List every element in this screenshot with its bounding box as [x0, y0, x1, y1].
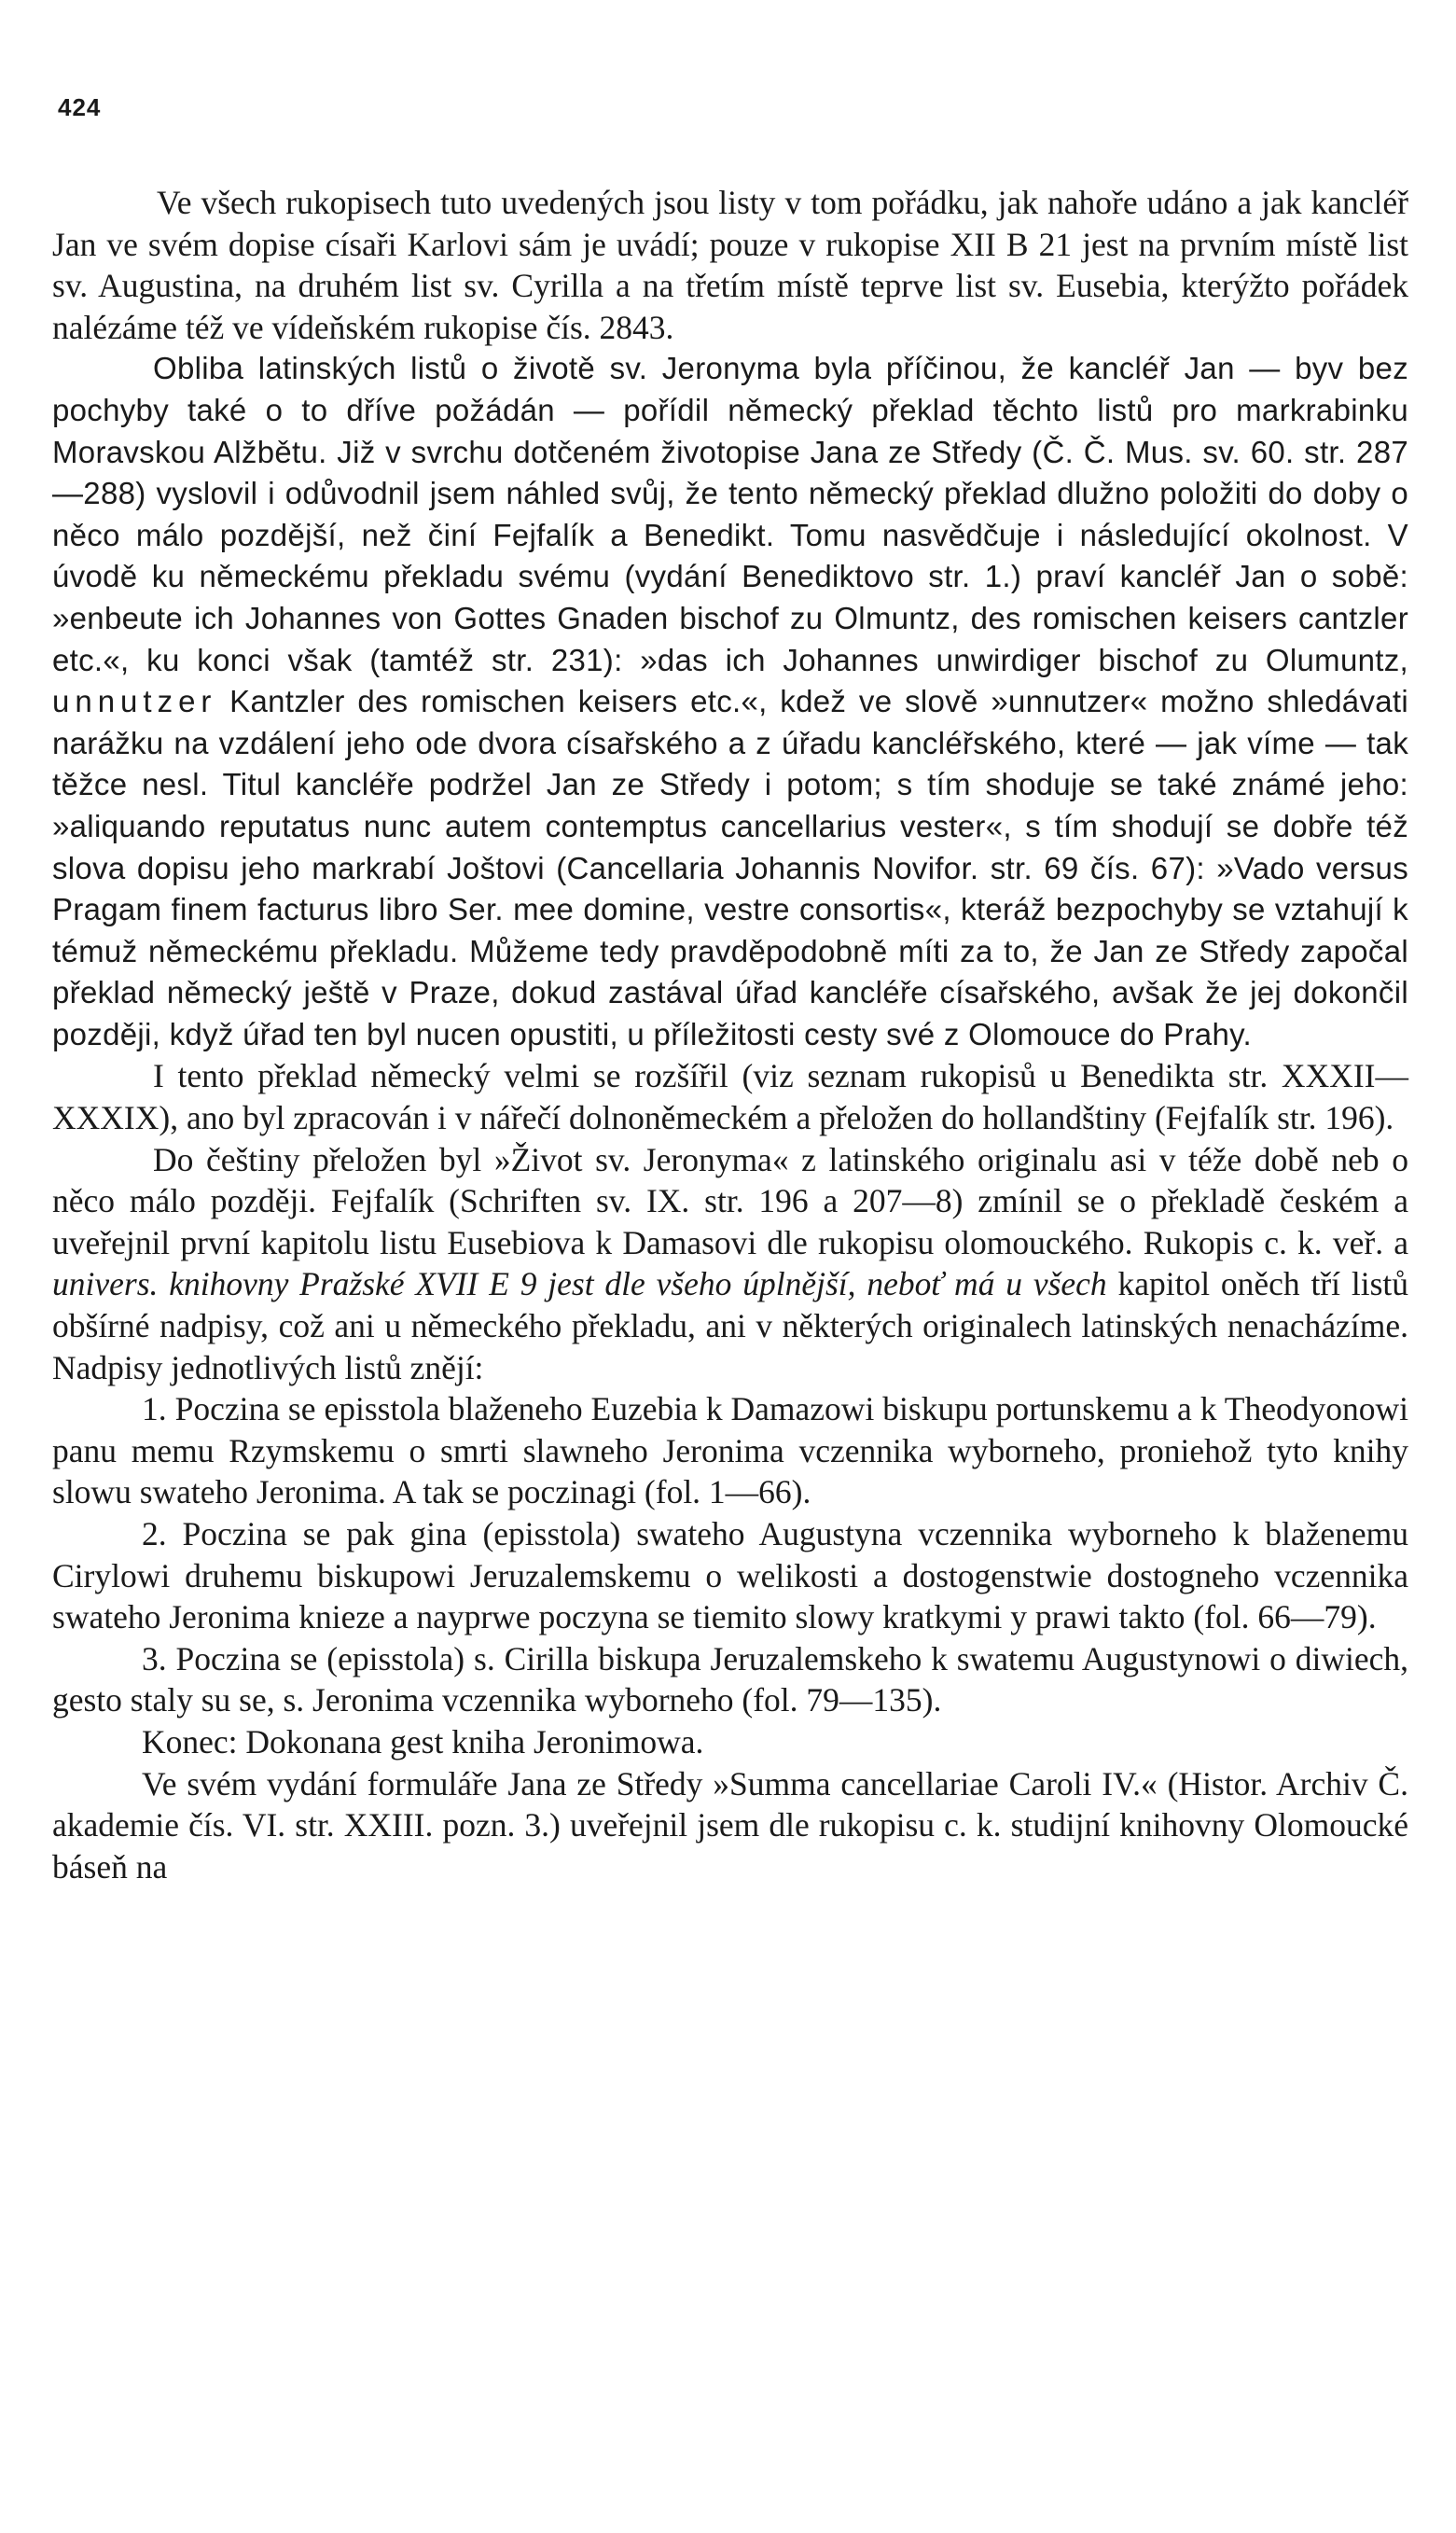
paragraph-german-translation-part-b: Kantzler des romischen keisers etc.«, kdež ve slově »unnutzer« možno shledávati narážku na vzdálení jeho ode dvora císařského a z úřadu kancléřského, které — jak víme — tak těžce nesl. Titul kancléře podržel Jan ze Středy i potom; s tím shoduje se také známé jeho: »aliquando reputatus nunc autem contemptus cancellarius vester«, s tím shodují se dobře též slova dopisu jeho markrabí Joštovi (Cancellaria Johannis Novifor. str. 69 čís. 67): »Vado versus Pragam finem facturus libro Ser. mee domine, vestre consortis«, kteráž bezpochyby se vztahují k témuž německému překladu. Můžeme tedy pravděpodobně míti za to, že Jan ze Středy započal překlad německý ještě v Praze, dokud zastával úřad kancléře císařského, avšak že jej dokončil později, když úřad ten byl nucen opustiti, u příležitosti cesty své z Olomouce do Prahy.: [52, 684, 1409, 1051]
paragraph-czech-translation: [52, 1139, 1408, 1389]
paragraph-manuscript-order: Ve všech rukopisech tuto uvedených jsou listy v tom pořádku, jak nahoře udáno a jak kancléř Jan ve svém dopise císaři Karlovi sám je uvádí; pouze v rukopise XII B 21 jest na prvním místě list sv. Augustina, na druhém list sv. Cyrilla a na třetím místě teprve list sv. Eusebia, kterýžto pořádek nalézáme též ve vídeňském rukopise čís. 2843.: [52, 184, 1408, 346]
italic-manuscript-reference: univers. knihovny Pražské XVII E 9 jest dle všeho úplnější, neboť má u všech: [52, 1265, 1107, 1303]
list-item-epistle-1: 1. Poczina se episstola blaženeho Euzebia k Damazowi biskupu portunskemu a k Theodyonowi panu memu Rzymskemu o smrti slawneho Jeronima vczennika wyborneho, proniehož tyto knihy slowu swateho Jeronima. A tak se poczinagi (fol. 1—66).: [52, 1390, 1408, 1511]
paragraph-summa-cancellariae: Ve svém vydání formuláře Jana ze Středy »Summa cancellariae Caroli IV.« (Histor. Archiv Č. akademie čís. VI. str. XXIII. pozn. 3.) uveřejnil jsem dle rukopisu c. k. studijní knihovny Olomoucké báseň na: [52, 1764, 1408, 1886]
list-item-epistle-3: 3. Poczina se (episstola) s. Cirilla biskupa Jeruzalemskeho k swatemu Augustynowi o diwiech, gesto staly su se, s. Jeronima vczennika wyborneho (fol. 79—135).: [52, 1639, 1408, 1719]
emphasized-word-unnutzer: unnutzer: [52, 684, 217, 719]
paragraph-german-translation: [52, 348, 1408, 1055]
closing-line-konec: Konec: Dokonana gest kniha Jeronimowa.: [142, 1722, 704, 1761]
paragraph-german-translation-part-a: Obliba latinských listů o životě sv. Jeronyma byla příčinou, že kancléř Jan — byv bez pochyby také o to dříve požádán — pořídil německý překlad těchto listů pro markrabinku Moravskou Alžbětu. Již v svrchu dotčeném životopise Jana ze Středy (Č. Č. Mus. sv. 60. str. 287—288) vyslovil i odůvodnil jsem náhled svůj, že tento německý překlad dlužno položiti do doby o něco málo pozdější, než činí Fejfalík a Benedikt. Tomu nasvědčuje i následující okolnost. V úvodě ku německému překladu svému (vydání Benediktovo str. 1.) praví kancléř Jan o sobě: »enbeute ich Johannes von Gottes Gnaden bischof zu Olmuntz, des romischen keisers cantzler etc.«, ku konci však (tamtéž str. 231): »das ich Johannes unwirdiger bischof zu Olumuntz,: [52, 351, 1408, 677]
paragraph-spread-of-translation: I tento překlad německý velmi se rozšířil (viz seznam rukopisů u Benedikta str. XXXII—XXXIX), ano byl zpracován i v nářečí dolnoněmeckém a přeložen do hollandštiny (Fejfalík str. 196).: [52, 1057, 1408, 1137]
paragraph-czech-translation-part-b: kapitol oněch tří listů obšírné nadpisy, což ani u německého překladu, ani v některých originalech latinských nenacházíme. Nadpisy jednotlivých listů znějí:: [52, 1265, 1409, 1386]
paragraph-czech-translation-part-a: Do češtiny přeložen byl »Život sv. Jeronyma« z latinského originalu asi v téže době neb o něco málo později. Fejfalík (Schriften sv. IX. str. 196 a 207—8) zmínil se o překladě českém a uveřejnil první kapitolu listu Eusebiova k Damasovi dle rukopisu olomouckého. Rukopis c. k. veř. a: [52, 1140, 1408, 1261]
body-text: [52, 182, 1408, 1887]
page-number: 424: [58, 93, 102, 121]
list-item-epistle-2: 2. Poczina se pak gina (episstola) swateho Augustyna vczennika wyborneho k blaženemu Cirylowi druhemu biskupowi Jeruzalemskemu o welikosti a dostogenstwie dostogneho vczennika swateho Jeronima knieze a nayprwe poczyna se tiemito slowy kratkymi y prawi takto (fol. 66—79).: [52, 1515, 1408, 1636]
